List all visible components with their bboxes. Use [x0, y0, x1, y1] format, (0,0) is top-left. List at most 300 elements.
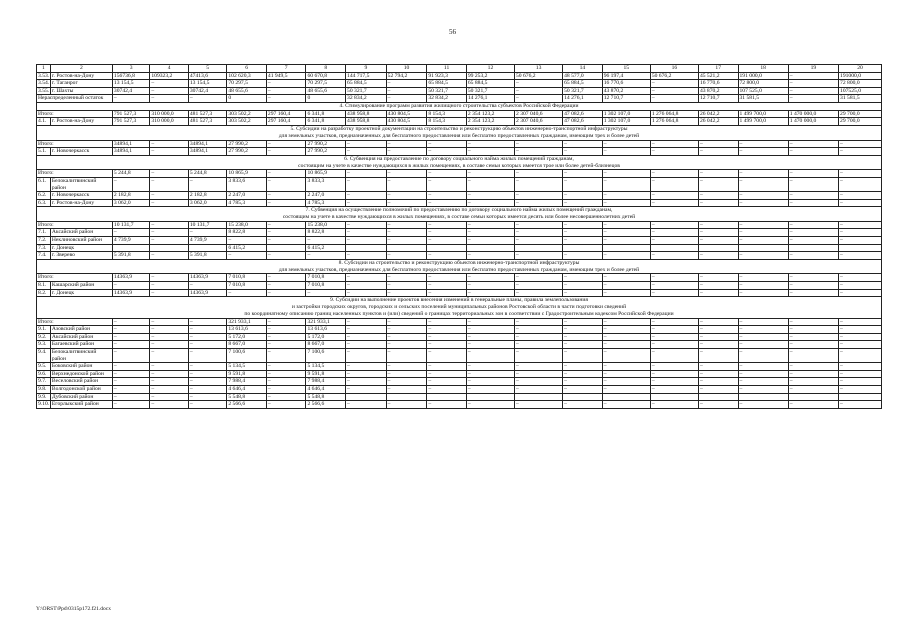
- table-cell: г. Зверево: [50, 252, 112, 260]
- table-cell: 34894,1: [188, 140, 227, 148]
- table-cell: –: [427, 148, 467, 156]
- table-cell: –: [466, 221, 514, 229]
- table-cell: –: [563, 378, 603, 386]
- table-cell: –: [698, 333, 738, 341]
- table-cell: –: [266, 177, 306, 191]
- table-cell: –: [150, 289, 189, 297]
- table-cell: –: [515, 148, 563, 156]
- table-cell: –: [188, 363, 227, 371]
- table-cell: –: [427, 170, 467, 178]
- table-cell: 4 646,4: [227, 385, 267, 393]
- table-cell: –: [515, 237, 563, 245]
- table-cell: –: [788, 229, 838, 237]
- table-cell: –: [386, 349, 427, 363]
- table-cell: –: [150, 95, 189, 103]
- table-cell: [563, 244, 603, 252]
- table-cell: –: [602, 326, 650, 334]
- table-cell: –: [515, 363, 563, 371]
- table-cell: Неклиновский район: [50, 237, 112, 245]
- table-cell: –: [466, 401, 514, 409]
- table-cell: 7 010,8: [306, 274, 346, 282]
- table-cell: –: [738, 140, 788, 148]
- table-cell: –: [266, 192, 306, 200]
- section-heading-row: [37, 297, 882, 318]
- table-cell: –: [698, 140, 738, 148]
- table-cell: –: [839, 326, 882, 334]
- table-cell: –: [386, 87, 427, 95]
- table-cell: –: [602, 170, 650, 178]
- table-cell: 1 302 107,0: [602, 118, 650, 126]
- table-cell: –: [839, 177, 882, 191]
- table-cell: –: [150, 401, 189, 409]
- table-cell: –: [788, 333, 838, 341]
- table-cell: –: [839, 192, 882, 200]
- table-cell: 65 884,5: [427, 80, 467, 88]
- table-cell: 8 822,8: [227, 229, 267, 237]
- table-cell: Волгодонской район: [50, 385, 112, 393]
- table-cell: –: [427, 378, 467, 386]
- table-cell: –: [515, 401, 563, 409]
- table-cell: 2 182,8: [188, 192, 227, 200]
- table-cell: –: [698, 252, 738, 260]
- table-cell: –: [738, 341, 788, 349]
- table-cell: 70 297,5: [227, 80, 267, 88]
- table-cell: –: [427, 326, 467, 334]
- table-cell: –: [738, 401, 788, 409]
- table-cell: 50 676,2: [515, 72, 563, 80]
- table-cell: –: [602, 140, 650, 148]
- table-cell: Итого:: [37, 110, 113, 118]
- table-cell: 9.5.: [37, 363, 51, 371]
- table-cell: –: [738, 378, 788, 386]
- table-cell: 9.9.: [37, 393, 51, 401]
- table-cell: –: [839, 229, 882, 237]
- table-row: [37, 289, 882, 297]
- table-cell: –: [788, 72, 838, 80]
- table-cell: 5 548,8: [306, 393, 346, 401]
- table-cell: –: [602, 282, 650, 290]
- table-cell: 6.3.: [37, 199, 51, 207]
- table-row: [37, 80, 882, 88]
- table-cell: –: [839, 363, 882, 371]
- table-row: [37, 229, 882, 237]
- table-cell: [563, 393, 603, 401]
- table-cell: 4 785,3: [306, 199, 346, 207]
- table-cell: 16 770,6: [698, 80, 738, 88]
- table-cell: –: [188, 318, 227, 326]
- table-cell: –: [602, 289, 650, 297]
- table-cell: –: [602, 378, 650, 386]
- table-cell: –: [346, 385, 387, 393]
- table-cell: –: [427, 318, 467, 326]
- section-heading-line: 5. Субсидии на разработку проектной документации на строительство и реконструкцию объектов инженерно-транспортной инфраструктуры: [290, 125, 628, 132]
- table-cell: –: [515, 192, 563, 200]
- table-cell: 14 276,1: [563, 95, 603, 103]
- table-cell: –: [266, 401, 306, 409]
- total-row: [37, 170, 882, 178]
- table-cell: –: [346, 199, 387, 207]
- table-cell: 29 700,0: [839, 110, 882, 118]
- table-cell: 481 527,3: [188, 118, 227, 126]
- table-cell: 15 238,0: [227, 221, 267, 229]
- table-cell: –: [839, 289, 882, 297]
- table-cell: –: [515, 385, 563, 393]
- table-cell: –: [515, 282, 563, 290]
- table-cell: –: [112, 363, 149, 371]
- table-cell: 4 785,3: [227, 199, 267, 207]
- table-cell: –: [563, 252, 603, 260]
- table-cell: 191 000,0: [738, 72, 788, 80]
- table-cell: –: [188, 326, 227, 334]
- table-cell: –: [188, 177, 227, 191]
- table-cell: 1 470 000,0: [788, 118, 838, 126]
- table-cell: –: [515, 87, 563, 95]
- table-cell: –: [150, 252, 189, 260]
- table-cell: –: [386, 170, 427, 178]
- table-cell: Нераспределенный остаток: [37, 95, 113, 103]
- table-cell: –: [427, 229, 467, 237]
- table-cell: –: [188, 333, 227, 341]
- table-cell: 50 676,2: [650, 72, 698, 80]
- table-cell: –: [650, 170, 698, 178]
- table-cell: –: [650, 95, 698, 103]
- table-cell: г. Ростов-на-Дону: [50, 199, 112, 207]
- table-cell: –: [698, 289, 738, 297]
- table-cell: –: [346, 252, 387, 260]
- table-cell: –: [386, 378, 427, 386]
- table-cell: –: [650, 140, 698, 148]
- table-cell: –: [839, 385, 882, 393]
- page-number: 56: [449, 28, 456, 36]
- section-heading-line: по координатному описанию границ населенных пунктов и (или) сведений о границах территориальных зон в соответствии с Градостроительным кодексом Российской Федерации: [244, 310, 674, 317]
- table-cell: 47 082,6: [563, 110, 603, 118]
- table-cell: –: [427, 274, 467, 282]
- section-heading-line: для земельных участков, предназначенных для бесплатного предоставления или бесплатно предоставленных гражданам, имеющим трех и более детей: [278, 132, 640, 139]
- table-cell: –: [602, 192, 650, 200]
- table-cell: Итого:: [37, 221, 113, 229]
- table-cell: –: [602, 333, 650, 341]
- table-cell: –: [227, 237, 267, 245]
- table-cell: [738, 244, 788, 252]
- table-cell: –: [466, 177, 514, 191]
- table-cell: 27 990,2: [227, 148, 267, 156]
- table-cell: Дубовский район: [50, 393, 112, 401]
- table-cell: –: [466, 341, 514, 349]
- table-cell: –: [738, 349, 788, 363]
- table-cell: –: [112, 177, 149, 191]
- table-cell: –: [788, 170, 838, 178]
- table-cell: 4.1.: [37, 118, 51, 126]
- table-cell: 7.3.: [37, 244, 51, 252]
- table-cell: 4: [150, 65, 189, 73]
- table-cell: 430 804,5: [386, 118, 427, 126]
- table-cell: Итого:: [37, 140, 113, 148]
- table-cell: –: [515, 318, 563, 326]
- table-cell: –: [188, 393, 227, 401]
- table-cell: 5 172,0: [306, 333, 346, 341]
- section-heading-line: состоящим на учете в качестве нуждающихся в жилых помещениях, в составе семьи которых имеется трое или более детей-близнецов: [298, 162, 620, 169]
- table-cell: 5: [188, 65, 227, 73]
- table-cell: –: [515, 289, 563, 297]
- section-heading: [37, 102, 882, 110]
- table-cell: –: [788, 252, 838, 260]
- table-cell: 0: [306, 95, 346, 103]
- table-cell: –: [266, 221, 306, 229]
- table-cell: [266, 244, 306, 252]
- table-cell: –: [346, 221, 387, 229]
- table-cell: –: [427, 401, 467, 409]
- table-cell: 6.2.: [37, 192, 51, 200]
- table-cell: 9.4.: [37, 349, 51, 363]
- table-cell: –: [563, 148, 603, 156]
- section-heading-row: [37, 207, 882, 222]
- table-cell: –: [650, 237, 698, 245]
- table-cell: –: [346, 370, 387, 378]
- table-cell: 5 134,5: [227, 363, 267, 371]
- table-cell: 1 276 064,8: [650, 110, 698, 118]
- table-cell: 34894,1: [188, 148, 227, 156]
- table-cell: –: [563, 274, 603, 282]
- table-cell: –: [788, 177, 838, 191]
- table-cell: 8.1.: [37, 282, 51, 290]
- table-cell: –: [738, 326, 788, 334]
- table-cell: 43 870,2: [602, 87, 650, 95]
- section-heading: [37, 297, 882, 318]
- table-cell: 10 865,9: [227, 170, 267, 178]
- table-cell: –: [150, 80, 189, 88]
- table-cell: –: [563, 177, 603, 191]
- table-cell: Белокалитвинский район: [50, 177, 112, 191]
- table-cell: –: [650, 80, 698, 88]
- table-cell: –: [266, 385, 306, 393]
- table-cell: 50 321,7: [427, 87, 467, 95]
- table-cell: –: [150, 282, 189, 290]
- table-cell: –: [698, 282, 738, 290]
- table-row: [37, 87, 882, 95]
- table-cell: 2 247,0: [306, 192, 346, 200]
- table-cell: –: [788, 289, 838, 297]
- table-cell: –: [346, 229, 387, 237]
- table-cell: 3.53.: [38, 72, 50, 79]
- table-cell: –: [698, 192, 738, 200]
- table-cell: –: [602, 349, 650, 363]
- table-cell: 27 990,2: [306, 148, 346, 156]
- table-cell: –: [150, 341, 189, 349]
- table-cell: –: [563, 349, 603, 363]
- table-cell: 7: [266, 65, 306, 73]
- table-cell: –: [188, 401, 227, 409]
- table-cell: –: [515, 349, 563, 363]
- table-cell: г. Шахты: [50, 87, 112, 95]
- table-row: [37, 370, 882, 378]
- table-cell: –: [650, 349, 698, 363]
- table-cell: –: [386, 274, 427, 282]
- table-cell: –: [427, 363, 467, 371]
- table-cell: –: [466, 274, 514, 282]
- table-cell: [839, 244, 882, 252]
- table-cell: –: [738, 177, 788, 191]
- table-cell: –: [266, 393, 306, 401]
- section-heading-line: 9. Субсидии на выполнение проектов внесения изменений в генеральные планы, правила землепользования: [330, 297, 588, 304]
- table-cell: –: [427, 237, 467, 245]
- table-cell: –: [150, 221, 189, 229]
- table-cell: 14363,9: [188, 274, 227, 282]
- table-cell: 481 527,3: [188, 110, 227, 118]
- table-cell: 1 470 000,0: [788, 110, 838, 118]
- table-cell: 107 525,0: [738, 87, 788, 95]
- table-cell: 14363,9: [188, 289, 227, 297]
- table-cell: –: [188, 349, 227, 363]
- section-heading: [37, 125, 882, 140]
- total-row: [37, 318, 882, 326]
- table-cell: –: [602, 370, 650, 378]
- table-cell: –: [427, 282, 467, 290]
- section-heading-line: состоящим на учете в качестве нуждающихся в жилых помещениях, в составе семьи которых имеется десять или более несовершеннолетних детей: [282, 214, 636, 221]
- table-cell: –: [266, 95, 306, 103]
- table-cell: –: [386, 252, 427, 260]
- table-cell: –: [515, 229, 563, 237]
- table-cell: 52 794,2: [386, 72, 427, 80]
- table-cell: 8 154,3: [427, 110, 467, 118]
- table-cell: –: [466, 237, 514, 245]
- table-cell: –: [188, 370, 227, 378]
- table-cell: 48 577,0: [563, 72, 603, 80]
- table-cell: [788, 244, 838, 252]
- table-cell: –: [839, 148, 882, 156]
- table-cell: –: [738, 148, 788, 156]
- table-cell: 12 710,7: [698, 95, 738, 103]
- table-cell: –: [563, 237, 603, 245]
- table-cell: 18: [738, 65, 788, 73]
- table-cell: –: [427, 333, 467, 341]
- table-cell: 8 154,3: [427, 118, 467, 126]
- table-cell: –: [788, 401, 838, 409]
- table-cell: –: [839, 341, 882, 349]
- table-cell: [515, 244, 563, 252]
- table-cell: [346, 393, 387, 401]
- table-cell: –: [738, 363, 788, 371]
- table-cell: 47413,6: [188, 72, 227, 80]
- table-cell: 7.2.: [37, 237, 51, 245]
- table-cell: [839, 393, 882, 401]
- table-cell: –: [698, 341, 738, 349]
- table-cell: 2 566,6: [306, 401, 346, 409]
- table-cell: –: [306, 252, 346, 260]
- table-row: [37, 333, 882, 341]
- table-cell: 12 710,7: [602, 95, 650, 103]
- table-cell: –: [515, 274, 563, 282]
- table-cell: –: [188, 95, 227, 103]
- table-cell: –: [515, 95, 563, 103]
- table-row: [37, 393, 882, 401]
- table-cell: [698, 244, 738, 252]
- table-cell: –: [602, 401, 650, 409]
- table-cell: –: [427, 370, 467, 378]
- table-cell: 303 502,2: [227, 110, 267, 118]
- table-cell: 15 238,0: [306, 221, 346, 229]
- table-cell: 10 131,7: [112, 221, 149, 229]
- table-cell: 70 297,5: [306, 80, 346, 88]
- table-cell: 12: [466, 65, 514, 73]
- table-cell: –: [650, 282, 698, 290]
- table-cell: 65 884,5: [563, 80, 603, 88]
- section-heading-line: 7. Субвенция на осуществление полномочий по предоставлению по договору социального найма жилых помещений гражданам,: [305, 207, 613, 214]
- table-cell: 16 770,6: [602, 80, 650, 88]
- table-cell: –: [698, 326, 738, 334]
- table-cell: –: [563, 385, 603, 393]
- table-cell: –: [698, 148, 738, 156]
- section-heading: [37, 207, 882, 222]
- table-cell: 4 739,9: [112, 237, 149, 245]
- table-cell: –: [839, 170, 882, 178]
- table-cell: 11: [427, 65, 467, 73]
- table-cell: –: [150, 363, 189, 371]
- table-cell: –: [227, 252, 267, 260]
- table-cell: –: [698, 237, 738, 245]
- table-cell: –: [386, 199, 427, 207]
- table-cell: 99 253,2: [466, 72, 514, 80]
- table-cell: 8 667,0: [306, 341, 346, 349]
- table-cell: –: [266, 333, 306, 341]
- table-cell: –: [346, 318, 387, 326]
- table-cell: 438 958,8: [346, 118, 387, 126]
- table-cell: –: [698, 401, 738, 409]
- table-cell: –: [650, 333, 698, 341]
- table-cell: –: [466, 326, 514, 334]
- total-row: [37, 274, 882, 282]
- table-cell: 5 391,8: [188, 252, 227, 260]
- table-cell: –: [602, 341, 650, 349]
- table-cell: –: [839, 237, 882, 245]
- unallocated-row: [37, 95, 882, 103]
- table-cell: –: [266, 199, 306, 207]
- table-cell: –: [788, 341, 838, 349]
- table-cell: –: [346, 274, 387, 282]
- table-cell: Аксайский район: [50, 333, 112, 341]
- table-cell: –: [112, 341, 149, 349]
- table-cell: 5 134,5: [306, 363, 346, 371]
- table-cell: –: [427, 221, 467, 229]
- table-cell: –: [112, 385, 149, 393]
- table-cell: –: [602, 363, 650, 371]
- table-row: [37, 378, 882, 386]
- table-cell: 14: [563, 65, 603, 73]
- table-cell: [346, 244, 387, 252]
- table-row: [37, 349, 882, 363]
- table-cell: –: [788, 221, 838, 229]
- table-cell: –: [515, 221, 563, 229]
- table-cell: –: [466, 170, 514, 178]
- table-cell: –: [788, 370, 838, 378]
- table-cell: –: [386, 385, 427, 393]
- table-cell: 8.2.: [37, 289, 51, 297]
- table-cell: –: [788, 326, 838, 334]
- table-cell: 43 870,2: [698, 87, 738, 95]
- table-cell: 109323,2: [150, 72, 189, 80]
- table-cell: –: [466, 148, 514, 156]
- table-row: [37, 148, 882, 156]
- table-cell: –: [112, 401, 149, 409]
- table-cell: –: [266, 140, 306, 148]
- table-cell: 9.2.: [37, 333, 51, 341]
- table-cell: г. Ростов-на-Дону: [50, 72, 112, 80]
- table-cell: 6 341,8: [306, 118, 346, 126]
- table-cell: –: [563, 140, 603, 148]
- table-cell: –: [112, 349, 149, 363]
- table-cell: [112, 244, 149, 252]
- table-cell: 9 591,8: [227, 370, 267, 378]
- table-cell: –: [150, 385, 189, 393]
